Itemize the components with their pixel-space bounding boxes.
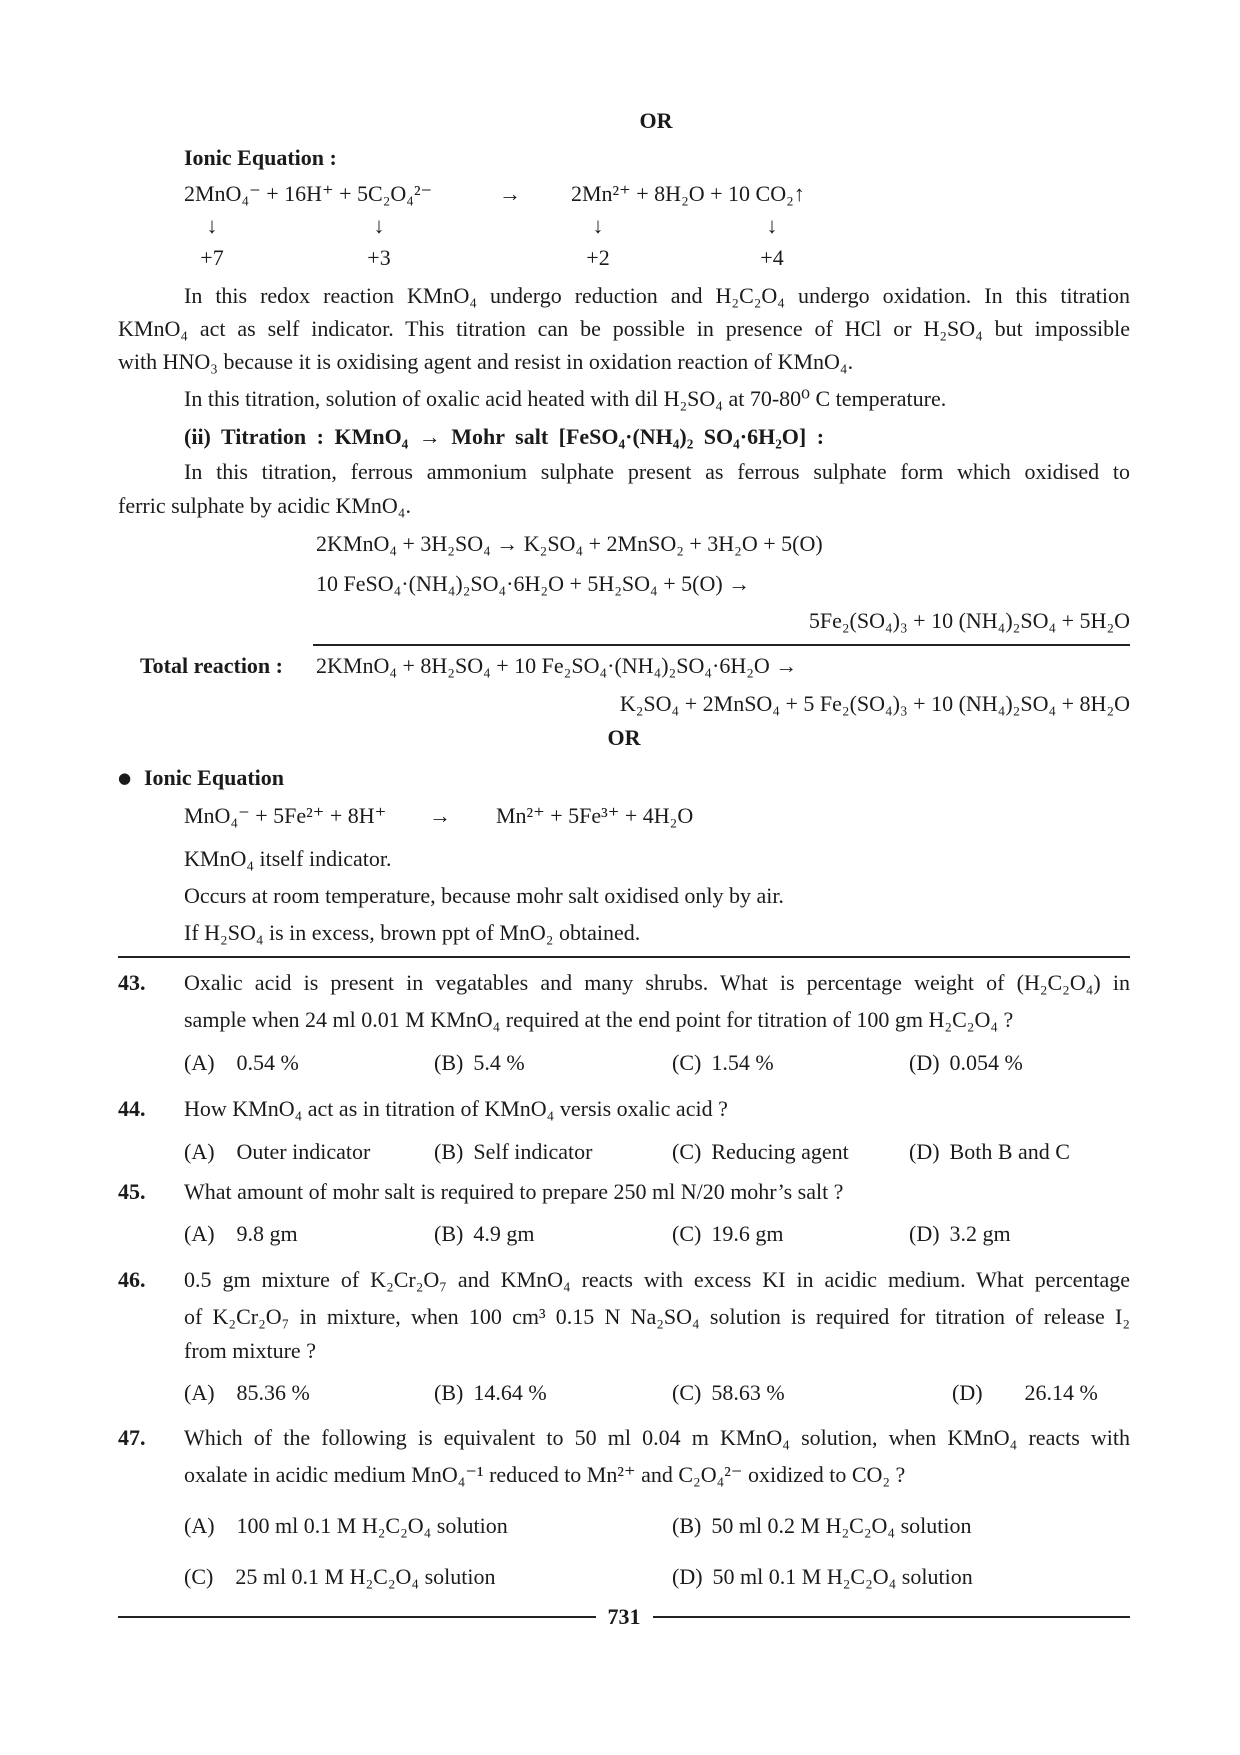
option-c (672, 1134, 849, 1170)
page-footer (118, 1599, 1130, 1635)
option-label: (B) (434, 1221, 464, 1246)
option-label: (A) (184, 1139, 215, 1164)
reaction-equation: 10 FeSO₄·(NH₄)₂SO₄·6H₂O + 5H₂SO₄ + 5(O) → (316, 571, 751, 596)
option-c (672, 1216, 783, 1252)
question-text-line: Oxalic acid is present in vegatables and many shrubs. What is percentage weight of (H₂C₂O₄) in (184, 970, 1130, 995)
option-value: 19.6 gm (711, 1221, 784, 1246)
note-line: Occurs at room temperature, because mohr salt oxidised only by air. (184, 883, 784, 908)
option-label: (A) (184, 1513, 215, 1538)
option-d (672, 1559, 973, 1595)
section-heading: (ii) Titration : KMnO₄ → Mohr salt [FeSO₄·(NH₄)₂ SO₄·6H₂O] : (184, 424, 825, 449)
option-value: Outer indicator (236, 1139, 371, 1164)
option-a (184, 1508, 508, 1544)
oxidation-number: +7 (200, 245, 224, 270)
option-value: 25 ml 0.1 M H₂C₂O₄ solution (235, 1564, 496, 1589)
option-value: 50 ml 0.2 M H₂C₂O₄ solution (711, 1513, 972, 1538)
oxidation-state-c-reactant (359, 210, 399, 274)
note-line: KMnO₄ itself indicator. (184, 846, 392, 871)
option-value: 58.63 % (711, 1380, 785, 1405)
mohr-paragraph-line: In this titration, ferrous ammonium sulphate present as ferrous sulphate form which oxidised to (184, 459, 1130, 484)
option-value: 100 ml 0.1 M H₂C₂O₄ solution (236, 1513, 508, 1538)
option-value: 14.64 % (473, 1380, 547, 1405)
question-text-line: 0.5 gm mixture of K₂Cr₂O₇ and KMnO₄ reacts with excess KI in acidic medium. What percentage (184, 1267, 1130, 1292)
option-label: (D) (672, 1564, 703, 1589)
option-c (672, 1045, 774, 1081)
option-value: 26.14 % (1024, 1380, 1098, 1405)
option-label: (B) (434, 1050, 464, 1075)
redox-paragraph-line: KMnO₄ act as self indicator. This titration can be possible in presence of HCl or H₂SO₄ but impossible (118, 316, 1130, 341)
option-d (909, 1216, 1011, 1252)
ionic-equation-heading: Ionic Equation (144, 765, 284, 790)
option-value: 3.2 gm (949, 1221, 1011, 1246)
equation-products: Mn²⁺ + 5Fe³⁺ + 4H₂O (496, 803, 694, 828)
redox-paragraph-line: with HNO₃ because it is oxidising agent and resist in oxidation reaction of KMnO₄. (118, 349, 854, 374)
option-d (909, 1045, 1023, 1081)
option-label: (D) (909, 1221, 940, 1246)
page-number: 731 (607, 1604, 641, 1629)
question-text-line: oxalate in acidic medium MnO₄⁻¹ reduced to Mn²⁺ and C₂O₄²⁻ oxidized to CO₂ ? (184, 1462, 906, 1487)
bullet-icon: ● (118, 769, 132, 787)
option-label: (A) (184, 1380, 215, 1405)
total-reaction-label: Total reaction : (140, 653, 283, 678)
question-number: 47. (118, 1425, 146, 1450)
option-label: (B) (434, 1139, 464, 1164)
down-arrow-icon: ↓ (592, 213, 604, 238)
option-label: (A) (184, 1221, 215, 1246)
footer-rule-left (118, 1616, 596, 1618)
question-number: 46. (118, 1267, 146, 1292)
redox-paragraph-line: In this redox reaction KMnO₄ undergo reduction and H₂C₂O₄ undergo oxidation. In this titration (184, 283, 1130, 308)
option-a (184, 1134, 370, 1170)
option-value: 85.36 % (236, 1380, 310, 1405)
oxidation-number: +4 (760, 245, 784, 270)
option-label: (C) (672, 1221, 702, 1246)
option-d (909, 1134, 1070, 1170)
option-value: 50 ml 0.1 M H₂C₂O₄ solution (712, 1564, 973, 1589)
question-number: 44. (118, 1096, 146, 1121)
oxidation-state-c-product (752, 210, 792, 274)
option-value: Reducing agent (711, 1139, 849, 1164)
total-reaction-equation: K₂SO₄ + 2MnSO₄ + 5 Fe₂(SO₄)₃ + 10 (NH₄)₂SO₄ + 8H₂O (619, 691, 1130, 716)
option-b (434, 1216, 534, 1252)
mohr-paragraph-line: ferric sulphate by acidic KMnO₄. (118, 493, 411, 518)
option-value: 0.054 % (949, 1050, 1023, 1075)
reaction-equation: 5Fe₂(SO₄)₃ + 10 (NH₄)₂SO₄ + 5H₂O (808, 608, 1130, 633)
option-value: 9.8 gm (236, 1221, 298, 1246)
equation-products: 2Mn²⁺ + 8H₂O + 10 CO₂↑ (571, 181, 805, 206)
or-separator: OR (607, 725, 641, 750)
option-label: (D) (909, 1050, 940, 1075)
reaction-arrow-icon: → (429, 803, 451, 828)
reaction-equation: 2KMnO₄ + 3H₂SO₄ → K₂SO₄ + 2MnSO₂ + 3H₂O + 5(O) (316, 531, 823, 556)
option-b (434, 1045, 525, 1081)
option-value: 1.54 % (711, 1050, 774, 1075)
reaction-arrow-icon: → (499, 181, 521, 206)
section-divider (118, 956, 1130, 958)
option-label: (C) (184, 1564, 214, 1589)
option-value: Self indicator (473, 1139, 593, 1164)
option-a (184, 1045, 299, 1081)
question-text-line: How KMnO₄ act as in titration of KMnO₄ versis oxalic acid ? (184, 1096, 728, 1121)
option-label: (C) (672, 1139, 702, 1164)
equation-reactants: 2MnO₄⁻ + 16H⁺ + 5C₂O₄²⁻ (184, 181, 433, 206)
option-value: 0.54 % (236, 1050, 299, 1075)
oxidation-number: +2 (586, 245, 610, 270)
oxidation-state-mn-reactant (192, 210, 232, 274)
option-value: 4.9 gm (473, 1221, 535, 1246)
oxidation-number: +3 (367, 245, 391, 270)
option-a (184, 1216, 298, 1252)
option-label: (D) (952, 1380, 983, 1405)
question-number: 45. (118, 1179, 146, 1204)
question-text-line: What amount of mohr salt is required to prepare 250 ml N/20 mohr’s salt ? (184, 1179, 844, 1204)
question-text-line: Which of the following is equivalent to 50 ml 0.04 m KMnO₄ solution, when KMnO₄ reacts with (184, 1425, 1130, 1450)
option-label: (B) (672, 1513, 702, 1538)
option-c (184, 1559, 495, 1595)
option-label: (B) (434, 1380, 464, 1405)
option-label: (A) (184, 1050, 215, 1075)
note-line: If H₂SO₄ is in excess, brown ppt of MnO₂ obtained. (184, 920, 641, 945)
footer-rule-right (653, 1616, 1131, 1618)
question-text-line: from mixture ? (184, 1338, 316, 1363)
total-reaction-equation: 2KMnO₄ + 8H₂SO₄ + 10 Fe₂SO₄·(NH₄)₂SO₄·6H₂O → (316, 653, 798, 678)
option-value: 5.4 % (473, 1050, 525, 1075)
question-text-line: of K₂Cr₂O₇ in mixture, when 100 cm³ 0.15 N Na₂SO₄ solution is required for titration of release I₂ (184, 1304, 1130, 1329)
equation-reactants: MnO₄⁻ + 5Fe²⁺ + 8H⁺ (184, 803, 387, 828)
down-arrow-icon: ↓ (766, 213, 778, 238)
option-b (434, 1134, 592, 1170)
ionic-equation-heading: Ionic Equation : (184, 145, 337, 170)
option-a (184, 1375, 310, 1411)
sum-divider (313, 644, 1130, 646)
option-b (434, 1375, 547, 1411)
question-number: 43. (118, 970, 146, 995)
option-b (672, 1508, 971, 1544)
or-separator: OR (639, 108, 673, 133)
heating-note: In this titration, solution of oxalic acid heated with dil H₂SO₄ at 70-80⁰ C temperature. (184, 386, 947, 411)
down-arrow-icon: ↓ (206, 213, 218, 238)
oxidation-state-mn-product (578, 210, 618, 274)
option-d (952, 1375, 1098, 1411)
option-label: (C) (672, 1380, 702, 1405)
question-text-line: sample when 24 ml 0.01 M KMnO₄ required at the end point for titration of 100 gm H₂C₂O₄ ? (184, 1007, 1014, 1032)
option-value: Both B and C (949, 1139, 1070, 1164)
option-c (672, 1375, 785, 1411)
down-arrow-icon: ↓ (373, 213, 385, 238)
option-label: (C) (672, 1050, 702, 1075)
option-label: (D) (909, 1139, 940, 1164)
